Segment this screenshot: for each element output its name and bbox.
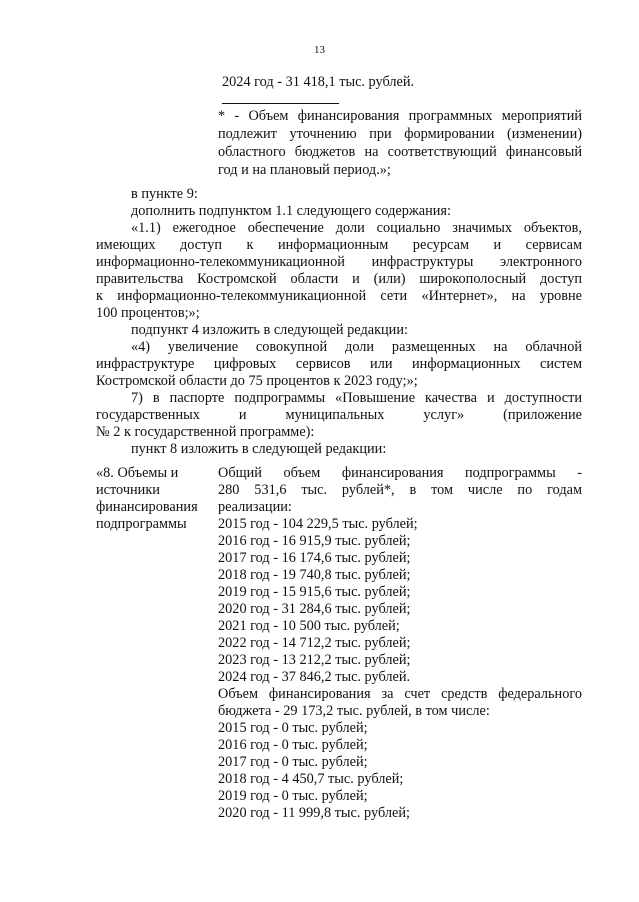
body-line: 7) в паспорте подпрограммы «Повышение качества и доступности: [131, 390, 582, 406]
body-line: в пункте 9:: [131, 186, 198, 202]
table-value-line: Объем финансирования за счет средств федерального: [218, 686, 582, 702]
table-value-line: 2016 год - 0 тыс. рублей;: [218, 737, 368, 753]
table-value-line: 2017 год - 0 тыс. рублей;: [218, 754, 368, 770]
table-value-line: 2024 год - 37 846,2 тыс. рублей.: [218, 669, 411, 685]
body-line: к информационно-телекоммуникационной сети «Интернет», на уровне: [96, 288, 582, 304]
table-value-line: 2019 год - 0 тыс. рублей;: [218, 788, 368, 804]
body-line: подпункт 4 изложить в следующей редакции:: [131, 322, 408, 338]
footnote-rule: [222, 103, 339, 104]
table-value-line: 2015 год - 0 тыс. рублей;: [218, 720, 368, 736]
table-value-line: 2022 год - 14 712,2 тыс. рублей;: [218, 635, 411, 651]
table-value-line: 2015 год - 104 229,5 тыс. рублей;: [218, 516, 418, 532]
table-value-line: 2017 год - 16 174,6 тыс. рублей;: [218, 550, 411, 566]
body-line: № 2 к государственной программе):: [96, 424, 315, 440]
footnote-line: * - Объем финансирования программных мероприятий: [218, 108, 582, 124]
body-line: имеющих доступ к информационным ресурсам и сервисам: [96, 237, 582, 253]
table-value-line: 2016 год - 16 915,9 тыс. рублей;: [218, 533, 411, 549]
body-line: правительства Костромской области и (или) широкополосный доступ: [96, 271, 582, 287]
table-value-line: 280 531,6 тыс. рублей*, в том числе по годам: [218, 482, 582, 498]
body-line: дополнить подпунктом 1.1 следующего содержания:: [131, 203, 451, 219]
table-label-line: подпрограммы: [96, 516, 187, 532]
table-label-line: «8. Объемы и: [96, 465, 179, 481]
body-line: государственных и муниципальных услуг» (приложение: [96, 407, 582, 423]
table-label-line: источники: [96, 482, 160, 498]
table-value-line: 2018 год - 4 450,7 тыс. рублей;: [218, 771, 404, 787]
footnote-line: областного бюджетов на соответствующий финансовый: [218, 144, 582, 160]
body-line: пункт 8 изложить в следующей редакции:: [131, 441, 387, 457]
body-line: «1.1) ежегодное обеспечение доли социально значимых объектов,: [131, 220, 582, 236]
table-value-line: 2020 год - 31 284,6 тыс. рублей;: [218, 601, 411, 617]
body-line: информационно-телекоммуникационной инфраструктуры электронного: [96, 254, 582, 270]
table-value-line: 2020 год - 11 999,8 тыс. рублей;: [218, 805, 410, 821]
table-value-line: реализации:: [218, 499, 292, 515]
table-value-line: 2019 год - 15 915,6 тыс. рублей;: [218, 584, 411, 600]
table-value-line: 2018 год - 19 740,8 тыс. рублей;: [218, 567, 411, 583]
footnote-line: год и на плановый период.»;: [218, 162, 391, 178]
page-number: 13: [314, 44, 325, 56]
footnote-line: подлежит уточнению при формировании (изменении): [218, 126, 582, 142]
body-line: 100 процентов;»;: [96, 305, 200, 321]
body-line: инфраструктуре цифровых сервисов или информационных систем: [96, 356, 582, 372]
body-line: «4) увеличение совокупной доли размещенных на облачной: [131, 339, 582, 355]
table-value-line: Общий объем финансирования подпрограммы -: [218, 465, 582, 481]
body-line: Костромской области до 75 процентов к 2023 году;»;: [96, 373, 418, 389]
top-line: 2024 год - 31 418,1 тыс. рублей.: [222, 74, 415, 90]
table-value-line: 2021 год - 10 500 тыс. рублей;: [218, 618, 400, 634]
table-value-line: 2023 год - 13 212,2 тыс. рублей;: [218, 652, 411, 668]
table-label-line: финансирования: [96, 499, 198, 515]
table-value-line: бюджета - 29 173,2 тыс. рублей, в том числе:: [218, 703, 490, 719]
